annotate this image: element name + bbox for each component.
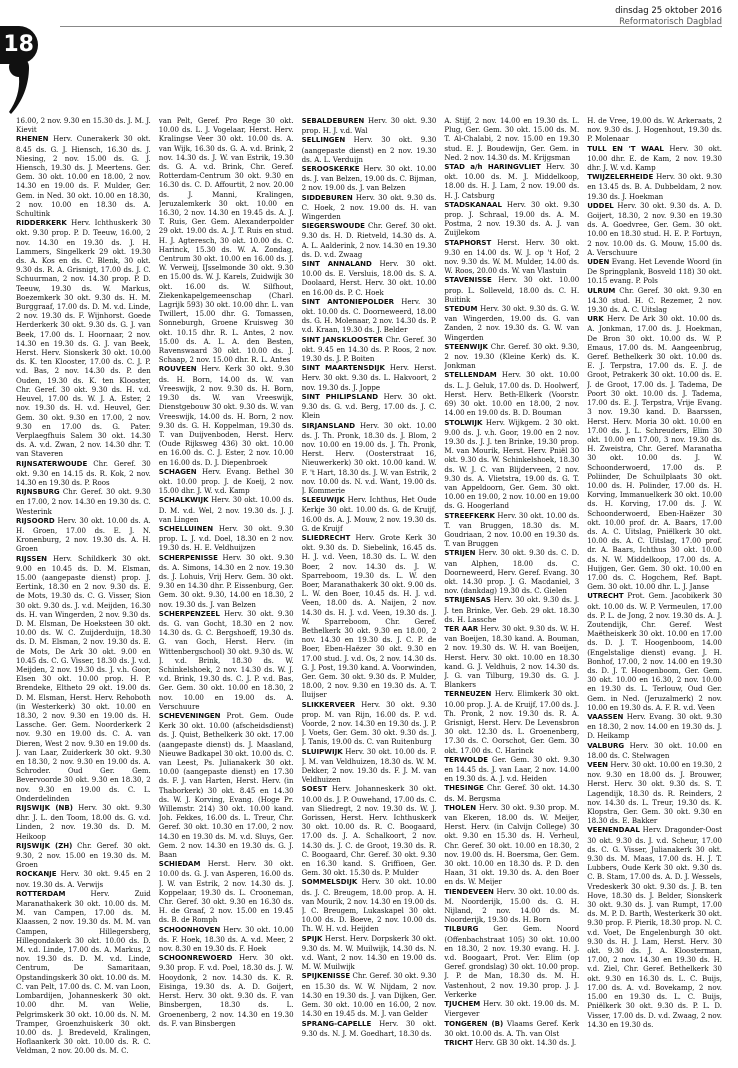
service-details: Chr. Geref. 30 okt. 9.30 en 14.15 ds. R. Kok, 2 nov. 14.30 en 19.30 ds. P. Roos xyxy=(16,458,151,487)
service-details: Herv. De Ark 30 okt. 10.00 ds. A. Jonkman, 17.00 ds. J. Hoekman, De Bron 30 okt. 10.00 ds. W. P. Emaus, 17.00 ds. M. Aangeenbrug, Geref. Bethelkerk 30 okt. 10.00 ds. E. J. Terpstra, 17.00 ds. E. J. de Groot, Petrakerk 30 okt. 10.00 ds. E. J. de Groot, 17.00 ds. J. Tadema, De Poort 30 okt. 10.00 ds. J. Tadema, 17.00 ds. E. J. Terpstra, Vrije Evang. 3 nov. 19.30 kand. D. Baarssen, Herst. Herv. Moria 30 okt. 10.00 en 17.00 ds. J. L. Schreuders, Elim 30 okt. 10.00 en 17.00, 3 nov. 19.30 ds. H. Zweistra, Chr. Geref. Maranatha 30 okt. 10.00 ds. J. W. Schoonderwoerd, 17.00 ds. P. Poliinder, De Schuilplaats 30 okt. 10.00 ds. H. Polinder, 17.00 ds. H. Korving, Immanuelkerk 30 okt. 10.00 ds. H. Korving, 17.00 ds. J. W. Schoonderwoerd, Eben-Haëzer 30 okt. 10.00 prof. dr. A. Baars, 17.00 ds. A. C. Uitslag, Pniëlkerk 30 okt. 10.00 ds. A. C. Uitslag, 17.00 prof. dr. A. Baars, Ichthus 30 okt. 10.00 ds. N. W. Middelkoop, 17.00 ds. A. Huijgen, Ger. Gem. 30 okt. 10.00 en 17.00 ds. C. Hogchem, Ref. Bapt. Gem. 30 okt. 10.00 dhr. L. J. Janse xyxy=(587,314,722,592)
place-name: RIJSWIJK (NB) xyxy=(16,804,73,813)
listing-entry xyxy=(444,304,579,342)
service-details: Prot. Gem. Oude Kerk 30 okt. 10.00 (afscheidsdienst) ds. J. Quist, Bethelkerk 30 okt. 17.00 (aangepaste dienst) ds. J. Maasland, Nieuwe Badkapel 30 okt. 10.00 ds. C. van Leest, Ps. Julianakerk 30 okt. 10.00 (aangepaste dienst) en 17.30 ds. F. J. van Harten, Herst. Herv. (in Thaborkerk) 30 okt. 8.45 en 14.30 ds. W. J. Korving, Evang. (Hoge Pr. Willemstr. 214) 30 okt. 10.00 kand. Joh. Fekkes, 16.00 ds. L. Treur, Chr. Geref. 30 okt. 10.30 en 17.00, 2 nov. 14.30 en 19.30 ds. M. v.d. Sluys, Ger. Gem. 2 nov. 14.30 en 19.30 ds. G. J. Baan xyxy=(158,711,294,860)
listing-entry xyxy=(587,257,722,286)
listing-entry xyxy=(16,218,151,458)
service-details: Chr. Geref. 30 okt. 9.30 en 17.00, 2 nov. 14.30 en 19.30 ds. C. Westerink xyxy=(16,487,151,516)
place-name: SLUIPWIJK xyxy=(301,747,343,756)
service-details: Herv. 30 okt. 10.00 ds. C. Doorneweerd, 18.00 ds. G. H. Molenaar, 2 nov. 14.30 ds. P. v.d. Kraan, 19.30 ds. J. Belder xyxy=(301,296,437,335)
listing-entry xyxy=(587,144,722,173)
place-name: SOMMELSDIJK xyxy=(301,878,358,887)
listing-entry xyxy=(302,135,437,164)
listing-entry xyxy=(587,760,722,825)
service-details: Herv. 30 okt. 10.00 ds. M. Noorderijk, 15.00 ds. G. H. Nijland, 2 nov. 14.00 ds. M. Noorderijk, 19.30 ds. H. Born xyxy=(444,886,580,925)
header-rule xyxy=(60,26,722,27)
place-name: STREEFKERK xyxy=(444,511,495,520)
service-details: Herv. 30 okt. 10.00 ds. M. J. Middelkoop, 18.00 ds. H. J. Lam, 2 nov. 19.00 ds. H. J. Catsburg xyxy=(444,162,580,200)
place-name: TERNEUZEN xyxy=(444,690,492,699)
place-name: RIJSOORD xyxy=(16,516,55,525)
listing-entry xyxy=(159,953,294,1028)
service-details: Herv. 30 okt. 9.30 prop. F. v.d. Poel, 18.30 ds. J. W. Hooydonk, 2 nov. 14.30 ds. K. R. Eisinga, 19.30 ds. A. D. Goijert, Herst. Herv. 30 okt. 9.30 ds. F. van Binsbergen, 18.30 ds. L. Groenenberg, 2 nov. 14.30 en 19.30 ds. F. van Binsbergen xyxy=(158,953,294,1028)
page-header xyxy=(615,6,722,28)
listing-entry xyxy=(444,116,579,162)
listing-entry xyxy=(302,784,437,877)
service-details: Herv. 30 okt. 10.00 ds. F. Hoek, 18.30 ds. A. v.d. Meer, 2 nov. 8.30 en 19.30 ds. F. Hoek xyxy=(158,924,294,954)
listing-entry xyxy=(444,238,579,276)
place-name: ROUVEEN xyxy=(158,365,197,374)
listing-column xyxy=(159,116,294,1056)
service-details: Herv. Dragonder-Oost 30 okt. 9.30 ds. J. v.d. Scheur, 17.00 ds. C. G. Visser, Julianakerk 30 okt. 9.30 ds. M. Maas, 17.00 ds. H. J. T. Lubbers, Oude Kerk 30 okt. 9.30 ds. C. B. Stam, 17.00 ds. A. D. J. Wessels, Vredeskerk 30 okt. 9.30 ds. J. B. ten Hove, 18.30 ds. J. Belder, Sionskerk 30 okt. 9.30 ds. J. van Rumpt, 17.00 ds. M. P. D. Barth, Westerkerk 30 okt. 9.30 prop. F. Pierik, 18.30 prop. N. C. v.d. Voet, De Engelenburgh 30 okt. 9.30 ds. H. J. Lam, Herst. Herv. 30 okt. 9.30 ds. J. A. Kloosterman, 17.00, 2 nov. 14.30 en 19.30 ds. H. v.d. Ziel, Chr. Geref. Bethelkerk 30 okt. 9.30 en 16.30 ds. L. C. Buijs, 17.00 ds. A. v.d. Bovekamp, 2 nov. 15.00 en 19.30 ds. L. C. Buijs, Pniëlkerk 30 okt. 9.30 ds. P. L. D. Visser, 17.00 ds. D. v.d. Zwaag, 2 nov. 14.30 en 19.30 ds. xyxy=(587,825,722,1029)
listing-entry xyxy=(16,889,151,1056)
place-name: TULL EN 'T WAAL xyxy=(587,144,664,153)
place-name: VEENENDAAL xyxy=(587,826,640,835)
service-details: Herv. Schildkerk 30 okt. 9.00 en 10.45 ds. D. M. Elsman, 15.00 (aangepaste dienst) prop. J. Eertink, 18.30 en 2 nov. 9.30 ds. E. de Mots, 19.30 ds. C. G. Visser, Sion 30 okt. 9.30 ds. J. v.d. Meijden, 16.30 ds. H. van Wingerden, 2 nov. 9.30 ds. D. M. Elsman, De Hoeksteen 30 okt. 10.00 ds. W. C. Zuijderduijn, 18.30 ds. D. M. Elsman, 2 nov. 19.30 ds. E. de Mots, De Ark 30 okt. 9.00 en 10.45 ds. C. G. Visser, 18.30 ds. J. v.d. Meijden, 2 nov. 19.30 ds. J. v.h. Goor, Elsen 30 okt. 10.00 prop. H. P. Brendeke, Elthetо 29 okt. 19.00 ds. D. M. Elsman, Herst. Herv. Rehoboth (in Westerkerk) 30 okt. 10.00 en 18.30, 2 nov. 9.30 en 19.00 ds. H. Lassche. Ger. Gem. Noorderkerk 2 nov. 9.30 en 19.00 ds. C. A. van Dieren, West 2 nov. 9.30 en 19.00 ds. J. van Laar, Zuiderkerk 30 okt. 9.30 en 18.30, 2 nov. 9.30 en 19.00 ds. A. Schroder. Oud Ger. Gem. Bevervoorde 30 okt. 9.30 en 18.30, 2 nov. 9.30 en 19.00 ds. C. L. Onderdelinden xyxy=(16,553,151,803)
listing-entry xyxy=(159,364,294,466)
service-details: Herv. 30 okt. 10.00 ds. E. Versluis, 18.00 ds. S. A. Doolaard, Herst. Herv. 30 okt. 10.00 en 16.00 ds. P. C. Hoek xyxy=(301,259,437,297)
service-details: Herv. Zuid Maranathakerk 30 okt. 10.00 ds. M. M. van Campen, 17.00 ds. M. Klaassen, 2 nov. 19.30 ds. M. M. van Campen, Hillegersberg, Hillegondakerk 30 okt. 10.00 ds. D. M. v.d. Linde, 17.00 ds. A. Markus, 2 nov. 19.30 ds. D. M. v.d. Linde, Centrum, De Samaritaan, Opstandingskerk 30 okt. 10.00 ds. M. C. van Pelt, 17.00 ds. C. M. van Loon, Lombardijen, Johanneskerk 30 okt. 10.00 dhr. M. van Welie, Pelgrimskerk 30 okt. 10.00 ds. N. M. Tramper, Groenzhuiskerk 30 okt. 10.00 ds. J. Bredeveld, Kralingen, Hoflaankerk 30 okt. 10.00 ds. R. C. Veldman, 2 nov. 20.00 ds. M. C. xyxy=(16,888,151,1056)
place-name: SCHELLUINEN xyxy=(158,524,214,533)
service-details: Herv. 30 okt. 9.30 prop. H. J. v.d. Wal xyxy=(301,116,437,136)
listing-entry xyxy=(16,134,151,218)
listing-entry xyxy=(302,392,437,421)
listing-entry xyxy=(587,825,722,1028)
place-name: RIJSWIJK (ZH) xyxy=(16,841,73,850)
church-services-listing xyxy=(16,116,722,1056)
place-name: SINT JANSKLOOSTER xyxy=(301,335,384,344)
place-name: ROCKANJE xyxy=(16,870,57,879)
place-name: SCHIEDAM xyxy=(158,860,201,869)
listing-entry xyxy=(302,259,437,297)
listing-entry xyxy=(16,487,151,516)
service-details: Chr. Geref. 30 okt. 9.30 en 14.30 stud. H. C. Rezemer, 2 nov. 19.30 ds. A. C. Uitslag xyxy=(587,285,722,315)
listing-entry xyxy=(444,887,579,925)
place-name: THOLEN xyxy=(444,803,477,812)
service-details: Herv. Evang. Bethel 30 okt. 10.00 prop. J. de Koeij, 2 nov. 15.00 dhr. J. W. v.d. Kamp xyxy=(158,466,294,496)
place-name: RHENEN xyxy=(16,135,49,144)
listing-entry xyxy=(159,495,294,524)
place-name: VALBURG xyxy=(587,741,625,750)
place-name: SCHEVENINGEN xyxy=(158,712,221,720)
service-details: Herv. 30 okt. 9.30 ds. W. H. van Boeijen, 18.30 kand. A. Bouman, 2 nov. 19.30 ds. W. H. van Boeijen, Herst. Herv. 30 okt. 10.00 en 18.30 kand. G. J. Veldhuis, 2 nov. 14.30 ds. J. G. van Tilburg, 19.30 ds. G. J. Blankers xyxy=(444,623,580,690)
service-details: Herv. 30 okt. 10.00 dhr. E. de Kam, 2 nov. 19.30 dhr. J. W. v.d. Kamp xyxy=(587,143,722,173)
place-name: SOEST xyxy=(301,785,328,794)
place-name: SINT ANNALAND xyxy=(301,260,372,269)
service-details: Herv. Grote Kerk 30 okt. 9.30 ds. D. Siebelink, 16.45 ds. H. J. v.d. Veen, 18.30 ds. L. W. den Boer, 2 nov. 14.30 ds. J. W. Sparreboom, 19.30 ds. L. W. den Boer, Maranathakerk 30 okt. 9.00 ds. L. W. den Boer, 10.45 ds. H. J. v.d. Veen, 18.00 ds. A. Naijen, 2 nov. 14.30 ds. H. J. v.d. Veen, 19.30 ds. J. W. Sparreboom, Chr. Geref. Bethelkerk 30 okt. 9.30 en 18.00, 2 nov. 14.30 en 19.30 ds. J. C. P. de Boer, Eben-Haëzer 30 okt. 9.30 en 17.00 stud. J. v.d. Os, 2 nov. 14.30 ds. G. J. Post, 19.30 kand. A. Voorwinden, Ger. Gem. 30 okt. 9.30 ds. P. Mulder, 18.00, 2 nov. 9.30 en 19.30 ds. A. T. Iluijser xyxy=(301,532,437,700)
service-details: Herv. 30 okt. 9.45 en 2 nov. 19.30 ds. A. Verwijs xyxy=(16,869,151,889)
listing-entry xyxy=(159,553,294,609)
listing-entry xyxy=(587,116,722,144)
place-name: SPIJKENISSE xyxy=(301,972,351,981)
listing-entry xyxy=(444,548,579,595)
place-name: SEROOSKERKE xyxy=(301,165,360,174)
place-name: STRIJEN xyxy=(444,549,476,558)
service-details: Herv. Johanneskerk 30 okt. 10.00 ds. J. P. Ouwehand, 17.00 ds. C. van Sliedregt, 2 nov. 19.30 ds. W. J. Gorissen, Herst. Herv. Ichthuskerk 30 okt. 10.00 ds. R. C. Boogaard, 17.00 ds. J. A. Schalkoort, 2 nov. 14.30 ds. J. C. de Groot, 19.30 ds. R. C. Boogaard, Chr. Geref. 30 okt. 9.30 en 16.30 kand. S. Griffioen, Ger. Gem. 30 okt. 15.30 ds. P. Mulder xyxy=(301,784,437,878)
service-details: A. Stijf, 2 nov. 14.00 en 19.30 ds. L. Plug, Ger. Gem. 30 okt. 15.00 ds. M. T. Al-Chalabi, 2 nov. 15.00 en 19.30 stud. E. J. Boudewijn, Ger. Gem. in Ned. 2 nov. 14.30 ds. M. Krijgsman xyxy=(444,116,580,162)
service-details: Herv. 30 okt. 9.30 ds. N. J. M. Goedhart, 18.30 ds. xyxy=(301,1018,437,1038)
service-details: Herv. 30 okt. 10.00 en 18.00 ds. C. Stelwagen xyxy=(587,740,722,760)
service-details: Herv. 30 okt. 9.30 ds. C. D. van Alphen, 18.00 ds. C. Doorneweerd, Herv. Geref. Evang. 30 okt. 14.30 prop. J. G. Macdaniel, 3 nov. (dankdag) 19.30 ds. C. Gielen xyxy=(444,548,580,596)
listing-entry xyxy=(159,711,294,859)
service-details: Herv. 30 okt. 9.30 prop. M. van Rijn, 16.00 ds. P. v.d. Voorde, 2 nov. 14.30 en 19.30 ds. J. P. J. Voets, Ger. Gem. 30 okt. 9.30 ds. J. J. Tanis, 19.00 ds. C. van Ruitenburg xyxy=(301,699,437,747)
listing-entry xyxy=(16,841,151,870)
service-details: Herv. 30 okt. 9.30 prop. J. Schraal, 19.00 ds. A. M. Postma, 2 nov. 19.30 ds. A. J. van Zuijlekom xyxy=(444,199,580,238)
place-name: SELLINGEN xyxy=(301,136,346,145)
listing-entry xyxy=(159,925,294,954)
service-details: Herv. Evang. 30 okt. 9.30 en 18.30, 2 nov. 14.00 en 19.30 ds. J. D. Heikamp xyxy=(587,712,722,741)
place-name: TWIJZELERHEIDE xyxy=(587,173,654,182)
service-details: Herv. Herst. Herv. 30 okt. 9.30 ds. L. Hakvoort, 2 nov. 19.30 ds. J. Joppe xyxy=(301,363,437,392)
listing-entry xyxy=(587,314,722,591)
place-name: UDDEL xyxy=(587,201,614,210)
service-details: Herv. Wijkgem. 2 30 okt. 9.00 ds. J. v.h. Goor, 19.00 en 2 nov. 19.30 ds. J. J. ten Brinke, 19.30 prop. M. van Mourik, Herst. Herv. Pniël 30 okt. 9.30 ds. W. Schinkelshoek, 18.30 ds. W. J. C. van Blijderveen, 2 nov. 9.30 ds. A. Vlietstra, 19.00 ds. G. T. van Appeldoorn, Ger. Gem. 30 okt. 10.00 en 19.00, 2 nov. 10.00 en 19.00 ds. G. Hoogerland xyxy=(444,417,580,511)
place-name: STEENWIJK xyxy=(444,342,488,351)
listing-entry xyxy=(444,1038,579,1048)
service-details: Herst. Herv. 30 okt. 9.30 en 14.00 ds. W. J. op 't Hof, 2 nov. 9.30 ds. W. M. Mulder, 14.00 ds. W. Roos, 20.00 ds. W. van Vlastuin xyxy=(444,237,580,276)
listing-entry xyxy=(587,591,722,712)
listing-entry xyxy=(444,999,579,1018)
place-name: SIEGERSWOUDE xyxy=(301,222,365,231)
listing-entry xyxy=(444,342,579,371)
listing-entry xyxy=(16,459,151,488)
listing-entry xyxy=(587,741,722,760)
service-details: van Pelt, Geref. Pro Rege 30 okt. 10.00 ds. L. J. Vogelaar, Herst. Herv. Kralingse Veer 30 okt. 10.00 ds. A. van Wijk, 16.30 ds. G. A. v.d. Brink, 2 nov. 14.30 ds. J. W. van Estrik, 19.30 ds. G. A. v.d. Brink, Chr. Geref. Rotterdam-Centrum 30 okt. 9.30 en 16.30 ds. C. D. Affourtit, 2 nov. 20.00 ds. J. Manni, Kralingen, Jeruzalemkerk 30 okt. 10.00 en 16.30, 2 nov. 14.30 en 19.45 ds. A. J. T. Ruis, Ger. Gem. Alexanderpolder 29 okt. 19.00 ds. A. J. T. Ruis en stud. H. J. Agteresch, 30 okt. 10.00 ds. C. Harinck, 15.30 ds. W. A. Zondag, Centrum 30 okt. 10.00 en 16.00 ds. J. W. Verweij, IJsselmonde 30 okt. 9.30 en 15.00 ds. W. J. Karels, Zuidwijk 30 okt. 16.00 ds. W. Silfhout, Ziekenkapelgemeenschap (Charl. Lagrijk 593) 30 okt. 10.00 dhr. L. van Twillert, 15.00 dhr. G. Tomassen, Sonneburgh, Groene Kruisweg 30 okt. 10.15 dhr. R. L. Antes, 2 nov. 15.00 ds. A. L. A. den Besten, Ravenswaard 30 okt. 10.00 ds. J. Schaap, 2 nov. 15.00 dhr. R. L. Antes xyxy=(158,116,294,365)
place-name: STELLENDAM xyxy=(444,371,497,380)
listing-entry xyxy=(16,803,151,841)
listing-entry xyxy=(302,221,437,259)
service-details: H. de Vree, 19.00 ds. W. Arkeraats, 2 nov. 9.30 ds. J. Hogenhout, 19.30 ds. P. Molenaar xyxy=(587,116,722,144)
listing-column xyxy=(444,116,579,1056)
place-name: ULRUM xyxy=(587,286,616,295)
service-details: Herv. 30 okt. 9.30 prop. M. van Ekeren, 18.00 ds. W. Meijer, Herst. Herv. (in Calvijn College) 30 okt. 9.30 en 15.30 ds. H. Verheul, Chr. Geref. 30 okt. 10.00 en 18.30, 2 nov. 19.00 ds. H. Boersma, Ger. Gem. 30 okt. 10.00 en 18.30 ds. P. D. den Haan, 31 okt. 19.30 ds. A. den Boer en ds. W. Meijer xyxy=(444,802,580,887)
listing-entry xyxy=(16,516,151,554)
listing-entry xyxy=(444,595,579,624)
service-details: Chr. Geref. 30 okt. 14.30 ds. M. Bergsma xyxy=(444,783,580,803)
listing-entry xyxy=(16,554,151,803)
listing-entry xyxy=(159,609,294,711)
place-name: ROTTERDAM xyxy=(16,889,66,898)
service-details: Herv. GB 30 okt. 14.30 ds. J. xyxy=(475,1037,577,1047)
service-details: Chr. Geref. 30 okt. 9.45 en 14.30 ds. P. Roos, 2 nov. 19.30 ds. J. P. Boiten xyxy=(301,334,437,364)
listing-entry xyxy=(302,1019,437,1038)
listing-entry xyxy=(587,286,722,315)
service-details: Herv. Ichthus, Het Oude Kerkje 30 okt. 10.00 ds. G. de Kruijf, 16.00 ds. A. J. Mouw, 2 nov. 19.30 ds. G. de Kruijf xyxy=(301,495,437,533)
service-details: Herv. 30 okt. 10.00 en 19.30, 2 nov. 9.30 en 18.00 ds. J. Brouwer, Herst. Herv. 30 okt. 9.30 ds. S. T. Lagendijk, 18.30 ds. R. Reinders, 2 nov. 14.30 ds. L. Treur, 19.30 ds. K. Klopstra, Ger. Gem. 30 okt. 9.30 en 18.30 ds. E. Bakker xyxy=(587,760,722,826)
comma-logo-icon xyxy=(8,56,30,116)
listing-entry xyxy=(444,783,579,802)
place-name: SLEEUWIJK xyxy=(301,496,345,505)
listing-entry xyxy=(587,712,722,741)
service-details: Herv. 30 okt. 10.00 ds. J. van Belzen, 19.00 ds. C. Bijman, 2 nov. 19.00 ds. J. van Belzen xyxy=(301,164,437,193)
service-details: Chr. Geref. 30 okt. 9.30 en 15.30 ds. W. W. Nijdam, 2 nov. 14.30 en 19.30 ds. J. van Dijken, Ger. Gem. 30 okt. 10.00 en 16.00, 2 nov. 14.30 en 19.45 ds. M. J. van Gelder xyxy=(301,971,437,1019)
listing-entry xyxy=(444,200,579,238)
listing-entry xyxy=(302,164,437,193)
place-name: THESINGE xyxy=(444,784,484,793)
listing-entry xyxy=(587,201,722,257)
place-name: URK xyxy=(587,315,604,324)
place-name: SCHAGEN xyxy=(158,467,197,476)
service-details: Ger. Gem. Noord (Offenbachstraat 105) 30 okt. 10.00 en 18.30, 2 nov. 19.30 evang. H. J. v.d. Boogaart, Prot. Ver. Elim (op Geref. grondslag) 30 okt. 10.00 prop. J. P. de Man, 18.30 ds. M. H. Vastenhout, 2 nov. 19.30 prop. J. J. Verkerke xyxy=(444,924,580,999)
service-details: Herst. Herv. 30 okt. 10.00 ds. G. J. van Asperen, 16.00 ds. J. W. van Estrik, 2 nov. 14.30 ds. J. Koppelaar, 19.30 ds. L. Crooneman, Chr. Geref. 30 okt. 9.30 en 16.30 ds. H. de Graaf, 2 nov. 15.00 en 19.45 ds. B. de Romph xyxy=(158,859,294,925)
service-details: Herst. Herv. Dorpskerk 30 okt. 9.30 ds. M. W. Muilwijk, 14.30 ds. N. v.d. Want, 2 nov. 14.30 en 19.00 ds. M. W. Muilwijk xyxy=(301,933,437,972)
place-name: RIJNSBURG xyxy=(16,488,60,497)
listing-entry xyxy=(302,363,437,392)
service-details: Herv. 30 okt. 10.00 prop. L. Solleveld, 18.00 ds. C. H. Buitink xyxy=(444,275,580,304)
service-details: Herv. Elimkerk 30 okt. 10.00 prop. J. A. de Kruijf, 17.00 ds. J. Th. Pronk, 2 nov. 19.30 ds. R. A. Grisnigt, Herst. Herv. De Levensbron 30 okt. 12.30 ds. L. Groenenberg, 17.30 ds. C. Oorschot, Ger. Gem. 30 okt. 17.00 ds. C. Harinck xyxy=(444,689,580,755)
place-name: TJUCHEM xyxy=(444,1000,481,1009)
listing-column xyxy=(587,116,722,1056)
service-details: Herv. 30 okt. 10.00 ds. D. M. v.d. Wel, 2 nov. 19.30 ds. J. J. van Lingen xyxy=(158,495,294,524)
place-name: TERWOLDE xyxy=(444,755,489,764)
listing-entry xyxy=(444,624,579,689)
listing-entry xyxy=(302,335,437,364)
place-name: SCHALKWIJK xyxy=(158,496,209,505)
service-details: Chr. Geref. 30 okt. 9.30, 2 nov. 19.30 (Kleine Kerk) ds. K. Jonkman xyxy=(444,341,580,371)
place-name: SCHERPENZEEL xyxy=(158,609,220,618)
listing-entry xyxy=(302,971,437,1018)
place-name: UDEN xyxy=(587,258,610,267)
service-details: Herv. 30 okt. 9.30 ds. G. W. van Wingerden, 19.00 ds. G. van Zanden, 2 nov. 19.30 ds. G. W. van Wingerden xyxy=(444,304,580,342)
service-details: Herv. 30 okt. 9.30 ds. G. van Gocht, 18.30 en 2 nov. 14.30 ds. G. C. Bergshoeff, 19.30 ds. G. van Goch, Herst. Herv. (in Wittenbergschool) 30 okt. 9.30 ds. W. J. v.d. Brink, 18.30 ds. W. Schinkelshoek, 2 nov. 14.30 ds. W. J. v.d. Brink, 19.30 ds. C. J. P. v.d. Bas, Ger. Gem. 30 okt. 10.00 en 18.30, 2 nov. 10.00 en 19.00 ds. A. Verschuure xyxy=(158,608,294,711)
service-details: Herv. 30 okt. 9.30 dhr. J. L. den Toom, 18.00 ds. G. v.d. Linden, 2 nov. 19.30 ds. D. M. Heikoop xyxy=(16,803,151,841)
service-details: Herv. Ichthuskerk 30 okt. 9.30 prop. P. D. Teeuw, 16.00, 2 nov. 14.30 en 19.30 ds. J. H. Lammers, Singelkerk 29 okt. 19.30 ds. A. Kos en ds. C. Blenk, 30 okt. 9.30 ds. R. A. Grisnigt, 17.00 ds. J. C. Schuurman, 2 nov. 14.30 prop. P. D. Teeuw, 19.30 ds. W. Markus, Boezemkerk 30 okt. 9.30 ds. H. M. Burggraaf, 17.00 ds. D. M. v.d. Linde, 2 nov. 19.30 ds. F. Wijnhorst. Goede Herderkerk 30 okt. 9.30 ds. G. J. van Beek, 17.00 ds. I. Hoornaar, 2 nov. 14.30 en 19.30 ds. G. J. van Beek, Herst. Herv. Sionskerk 30 okt. 10.00 ds. K. ten Klooster, 17.00 ds. C. J. P. v.d. Bas, 2 nov. 14.30 ds. P. den Ouden, 19.30 ds. K. ten Klooster, Chr. Geref. 30 okt. 9.30 ds. H. v.d. Heuvel, 17.00 ds. W. J. A. Ester, 2 nov. 19.30 ds. H. v.d. Heuvel, Ger. Gem. 30 okt. 9.30 en 17.00, 2 nov. 9.30 en 17.00 ds. G. Pater. Verplaegfhuis Salem 30 okt. 14.30 ds. A. v.d. Zwan, 2 nov. 14.30 dhr. T. van Staveren xyxy=(16,218,151,459)
listing-entry xyxy=(302,934,437,972)
place-name: RIDDERKERK xyxy=(16,219,67,228)
place-name: SCHOONREWOERD xyxy=(158,954,233,963)
place-name: SCHOONHOVEN xyxy=(158,925,221,934)
place-name: TILBURG xyxy=(444,925,479,934)
service-details: Herv. 30 okt. 10.00 ds. A. H. Groen, 17.00 ds. E. J. N. Kronenburg, 2 nov. 19.30 ds. A. H. Groen xyxy=(16,515,151,554)
listing-entry xyxy=(444,275,579,304)
service-details: Herv. 30 okt. 9.30 (aangepaste dienst) en 2 nov. 19.30 ds. A. L. Verduijn xyxy=(301,135,437,164)
service-details: Herv. 30 okt. 9.30 ds. A. D. Goijert, 18.30, 2 nov. 9.30 en 19.30 ds. A. Goedvree, Ger. Gem. 30 okt. 10.00 en 18.30 stud. H. E. P. Fortuyn, 2 nov. 10.00 ds. G. Mouw, 15.00 ds. A. Verschuure xyxy=(587,200,722,257)
place-name: SCHERPENISSE xyxy=(158,553,218,562)
place-name: STAPHORST xyxy=(444,238,492,247)
place-name: TRICHT xyxy=(444,1038,473,1047)
place-name: TER AAR xyxy=(444,624,479,633)
service-details: Vlaams Geref. Kerk 30 okt. 10.00 ds. A. Th. van Olst xyxy=(444,1018,580,1038)
listing-entry xyxy=(444,162,579,200)
place-name: STADSKANAAL xyxy=(444,200,502,209)
place-name: SINT ANTONIEPOLDER xyxy=(301,297,395,306)
service-details: Chr. Geref. 30 okt. 9.30, 2 nov. 15.00 en 19.30 ds. M. Groen xyxy=(16,840,151,870)
listing-entry xyxy=(444,1019,579,1038)
listing-entry xyxy=(159,859,294,924)
listing-entry xyxy=(444,511,579,549)
service-details: 16.00, 2 nov. 9.30 en 15.30 ds. J. M. J. Kievit xyxy=(16,116,151,135)
place-name: RIJSSEN xyxy=(16,554,48,563)
service-details: Herv. 30 okt. 9.30 en 13.45 ds. B. A. Dubbeldam, 2 nov. 19.30 ds. J. Hoekman xyxy=(587,172,722,201)
service-details: Herv. 30 okt. 10.00 ds. J. Th. Pronk, 18.30 ds. J. Blom, 2 nov. 10.00 en 19.00 ds. J. Th. Pronk, Herst. Herv. (Oosterstraat 16, Nieuwerkerk) 30 okt. 10.00 kand. W. F. 't Hart, 18.30 ds. J. W. van Estrik, 2 nov. 10.00 ds. N. v.d. Want, 19.00 ds. J. Kommerie xyxy=(301,420,437,495)
service-details: Herv. Cunerakerk 30 okt. 8.45 ds. G. J. Hiensch, 16.30 ds. J. Niesing, 2 nov. 15.00 ds. G. J. Hiensch, 19.30 ds. J. Meertens. Ger. Gem. 30 okt. 10.00 en 18.00, 2 nov. 14.30 en 19.00 ds. F. Mulder, Ger. Gem. in Ned. 30 okt. 10.00 en 18.30, 2 nov. 10.00 en 18.30 ds. A. Schultink xyxy=(16,134,151,219)
listing-entry xyxy=(302,533,437,700)
listing-entry xyxy=(159,467,294,496)
place-name: STAD a/h HARINGVLIET xyxy=(444,163,541,172)
place-name: SINT PHILIPSLAND xyxy=(301,392,379,401)
listing-entry xyxy=(159,524,294,553)
place-name: TONGEREN (B) xyxy=(444,1019,504,1028)
publication-name: Reformatorisch Dagblad xyxy=(619,17,722,27)
listing-entry xyxy=(159,116,294,364)
listing-entry xyxy=(444,689,579,754)
listing-column xyxy=(302,116,437,1056)
place-name: UTRECHT xyxy=(587,592,624,601)
service-details: Herv. Kerk 30 okt. 9.30 ds. H. Born, 14.00 ds. W. van Vreeswijk, 2 nov. 9.30 ds. H. Born, 19.30 ds. W. van Vreeswijk, Dienstgebouw 30 okt. 9.30 ds. W. van Vreeswijk, 14.00 ds. H. Born, 2 nov. 9.30 ds. G. H. Koppelman, 19.30 ds. T. van Duijvenboden, Herst. Herv. (Oude Rijksweg 436) 30 okt. 10.00 en 16.00 ds. C. J. Ester, 2 nov. 10.00 en 16.00 ds. D. J. Diepenbroek xyxy=(158,364,294,467)
listing-entry xyxy=(302,297,437,335)
place-name: VAASSEN xyxy=(587,713,624,721)
listing-entry xyxy=(302,495,437,533)
service-details: Herv. 30 okt. 10.00 ds. T. van Bruggen, 18.30 ds. M. Goudriaan, 2 nov. 10.00 en 19.30 ds. T. van Bruggen xyxy=(444,510,580,549)
place-name: STEDUM xyxy=(444,305,478,314)
place-name: SLIKKERVEER xyxy=(301,700,356,709)
place-name: STOLWIJK xyxy=(444,418,483,427)
service-details: Herv. 30 okt. 10.00 ds. F. J. M. van Veldhuizen, 18.30 ds. W. M. Dekker, 2 nov. 19.30 ds. F. J. M. van Veldhuizen xyxy=(301,746,437,785)
listing-column xyxy=(16,116,151,1056)
service-details: Herv. 30 okt. 9.30 ds. G. v.d. Berg, 17.00 ds. J. C. Klein xyxy=(301,391,437,421)
service-details: Herv. 30 okt. 9.30 prop. L. J. v.d. Doel, 18.30 en 2 nov. 19.30 ds. H. E. Veldhuijzen xyxy=(158,523,294,553)
place-name: STAVENISSE xyxy=(444,276,492,285)
place-name: TIENDEVEEN xyxy=(444,887,494,896)
listing-entry xyxy=(16,116,151,134)
listing-entry xyxy=(444,803,579,887)
service-details: Chr. Geref. 30 okt. 9.30 ds. H. D. Rietveld, 14.30 ds. A. A. L. Aalderink, 2 nov. 14.30 en 19.30 ds. D. v.d. Zwaag xyxy=(301,221,437,259)
listing-entry xyxy=(302,747,437,785)
service-details: Herv. 30 okt. 9.30 ds. J. J. ten Brinke, Ver. Geb. 29 okt. 18.30 ds. H. Lassche xyxy=(444,595,580,624)
listing-entry xyxy=(302,877,437,933)
listing-entry xyxy=(444,755,579,784)
place-name: VEEN xyxy=(587,761,609,770)
listing-entry xyxy=(587,172,722,201)
listing-entry xyxy=(302,193,437,222)
service-details: Herv. 30 okt. 9.30 ds. C. Hoek, 2 nov. 19.00 ds. H. van Wingerden xyxy=(301,192,437,222)
service-details: Herv. 30 okt. 10.00 ds. J. C. Breugem, 18.00 prop. A. H. van Mourik, 2 nov. 14.30 en 19.00 ds. J. C. Breugem, Lukaskapel 30 okt. 10.00 ds. D. Boeve, 2 nov. 10.00 ds. Th. W. H. v.d. Heijden xyxy=(301,877,437,934)
listing-entry xyxy=(302,700,437,747)
place-name: SPRANG-CAPELLE xyxy=(301,1019,372,1028)
service-details: Evang. Het Levende Woord (in De Springplank, Bosveld 118) 30 okt. 10.15 evang. P. Pols xyxy=(587,257,722,286)
service-details: Herv. 30 okt. 9.30 ds. A. Simons, 14.30 en 2 nov. 19.30 ds. J. Lohuis, Vrij Herv. Gem. 30 okt. 9.30 en 14.30 dhr. P. Eissenburg, Ger. Gem. 30 okt. 9.30, 14.00 en 18.30, 2 nov. 19.30 ds. J. van Belzen xyxy=(158,552,294,609)
service-details: Prot. Gem. Jacobikerk 30 okt. 10.00 ds. W. P. Vermeulen, 17.00 ds. P. L. de Jong, 2 nov. 19.30 ds. A. J. Zoutendijk, Chr. Geref. West Maëtheiskerk 30 okt. 10.00 en 17.00 ds. D. J. T. Hoogenboom, 14.00 (Engelstalige dienst) evang. J. H. Bonhof, 17.00, 2 nov. 14.00 en 19.30 ds. D. J. T. Hoogenboom, Ger. Gem. 30 okt. 10.00 en 16.30, 2 nov. 10.00 en 19.30 ds. L. Terlouw, Oud Ger. Gem. in Ned. (Jeruzalmerk) 2 nov. 10.00 en 19.30 ds. A. F. R. v.d. Veen xyxy=(587,591,722,712)
place-name: SEBALDEBUREN xyxy=(301,117,365,125)
place-name: SIRJANSLAND xyxy=(301,421,356,430)
service-details: Herv. 30 okt. 10.00 ds. L. J. Geluk, 17.00 ds. D. Hoolwerf, Herst. Herv. Beth-Elkerk (Voorstr. 69) 30 okt. 10.00 en 18.00, 2 nov. 14.00 en 19.00 ds. B. D. Bouman xyxy=(444,370,580,418)
listing-entry xyxy=(16,869,151,888)
place-name: SPIJK xyxy=(301,934,323,943)
listing-entry xyxy=(302,421,437,496)
service-details: Ger. Gem. 30 okt. 9.30 en 14.45 ds. J. van Laar, 2 nov. 14.00 en 19.30 ds. A. J. v.d. Heiden xyxy=(444,754,580,784)
place-name: RIJNSATERWOUDE xyxy=(16,459,88,468)
place-name: SINT MAARTENSDIJK xyxy=(301,364,385,373)
listing-entry xyxy=(444,370,579,417)
page-number: 18 xyxy=(3,32,34,57)
listing-entry xyxy=(444,924,579,999)
issue-date: dinsdag 25 oktober 2016 xyxy=(615,6,722,16)
listing-entry xyxy=(444,418,579,511)
place-name: SIDDEBUREN xyxy=(301,193,353,202)
place-name: SLIEDRECHT xyxy=(301,533,351,542)
listing-entry xyxy=(302,116,437,135)
place-name: STRIJENSAS xyxy=(444,596,491,605)
service-details: Herv. 30 okt. 19.00 ds. M. Viergever xyxy=(444,999,580,1019)
